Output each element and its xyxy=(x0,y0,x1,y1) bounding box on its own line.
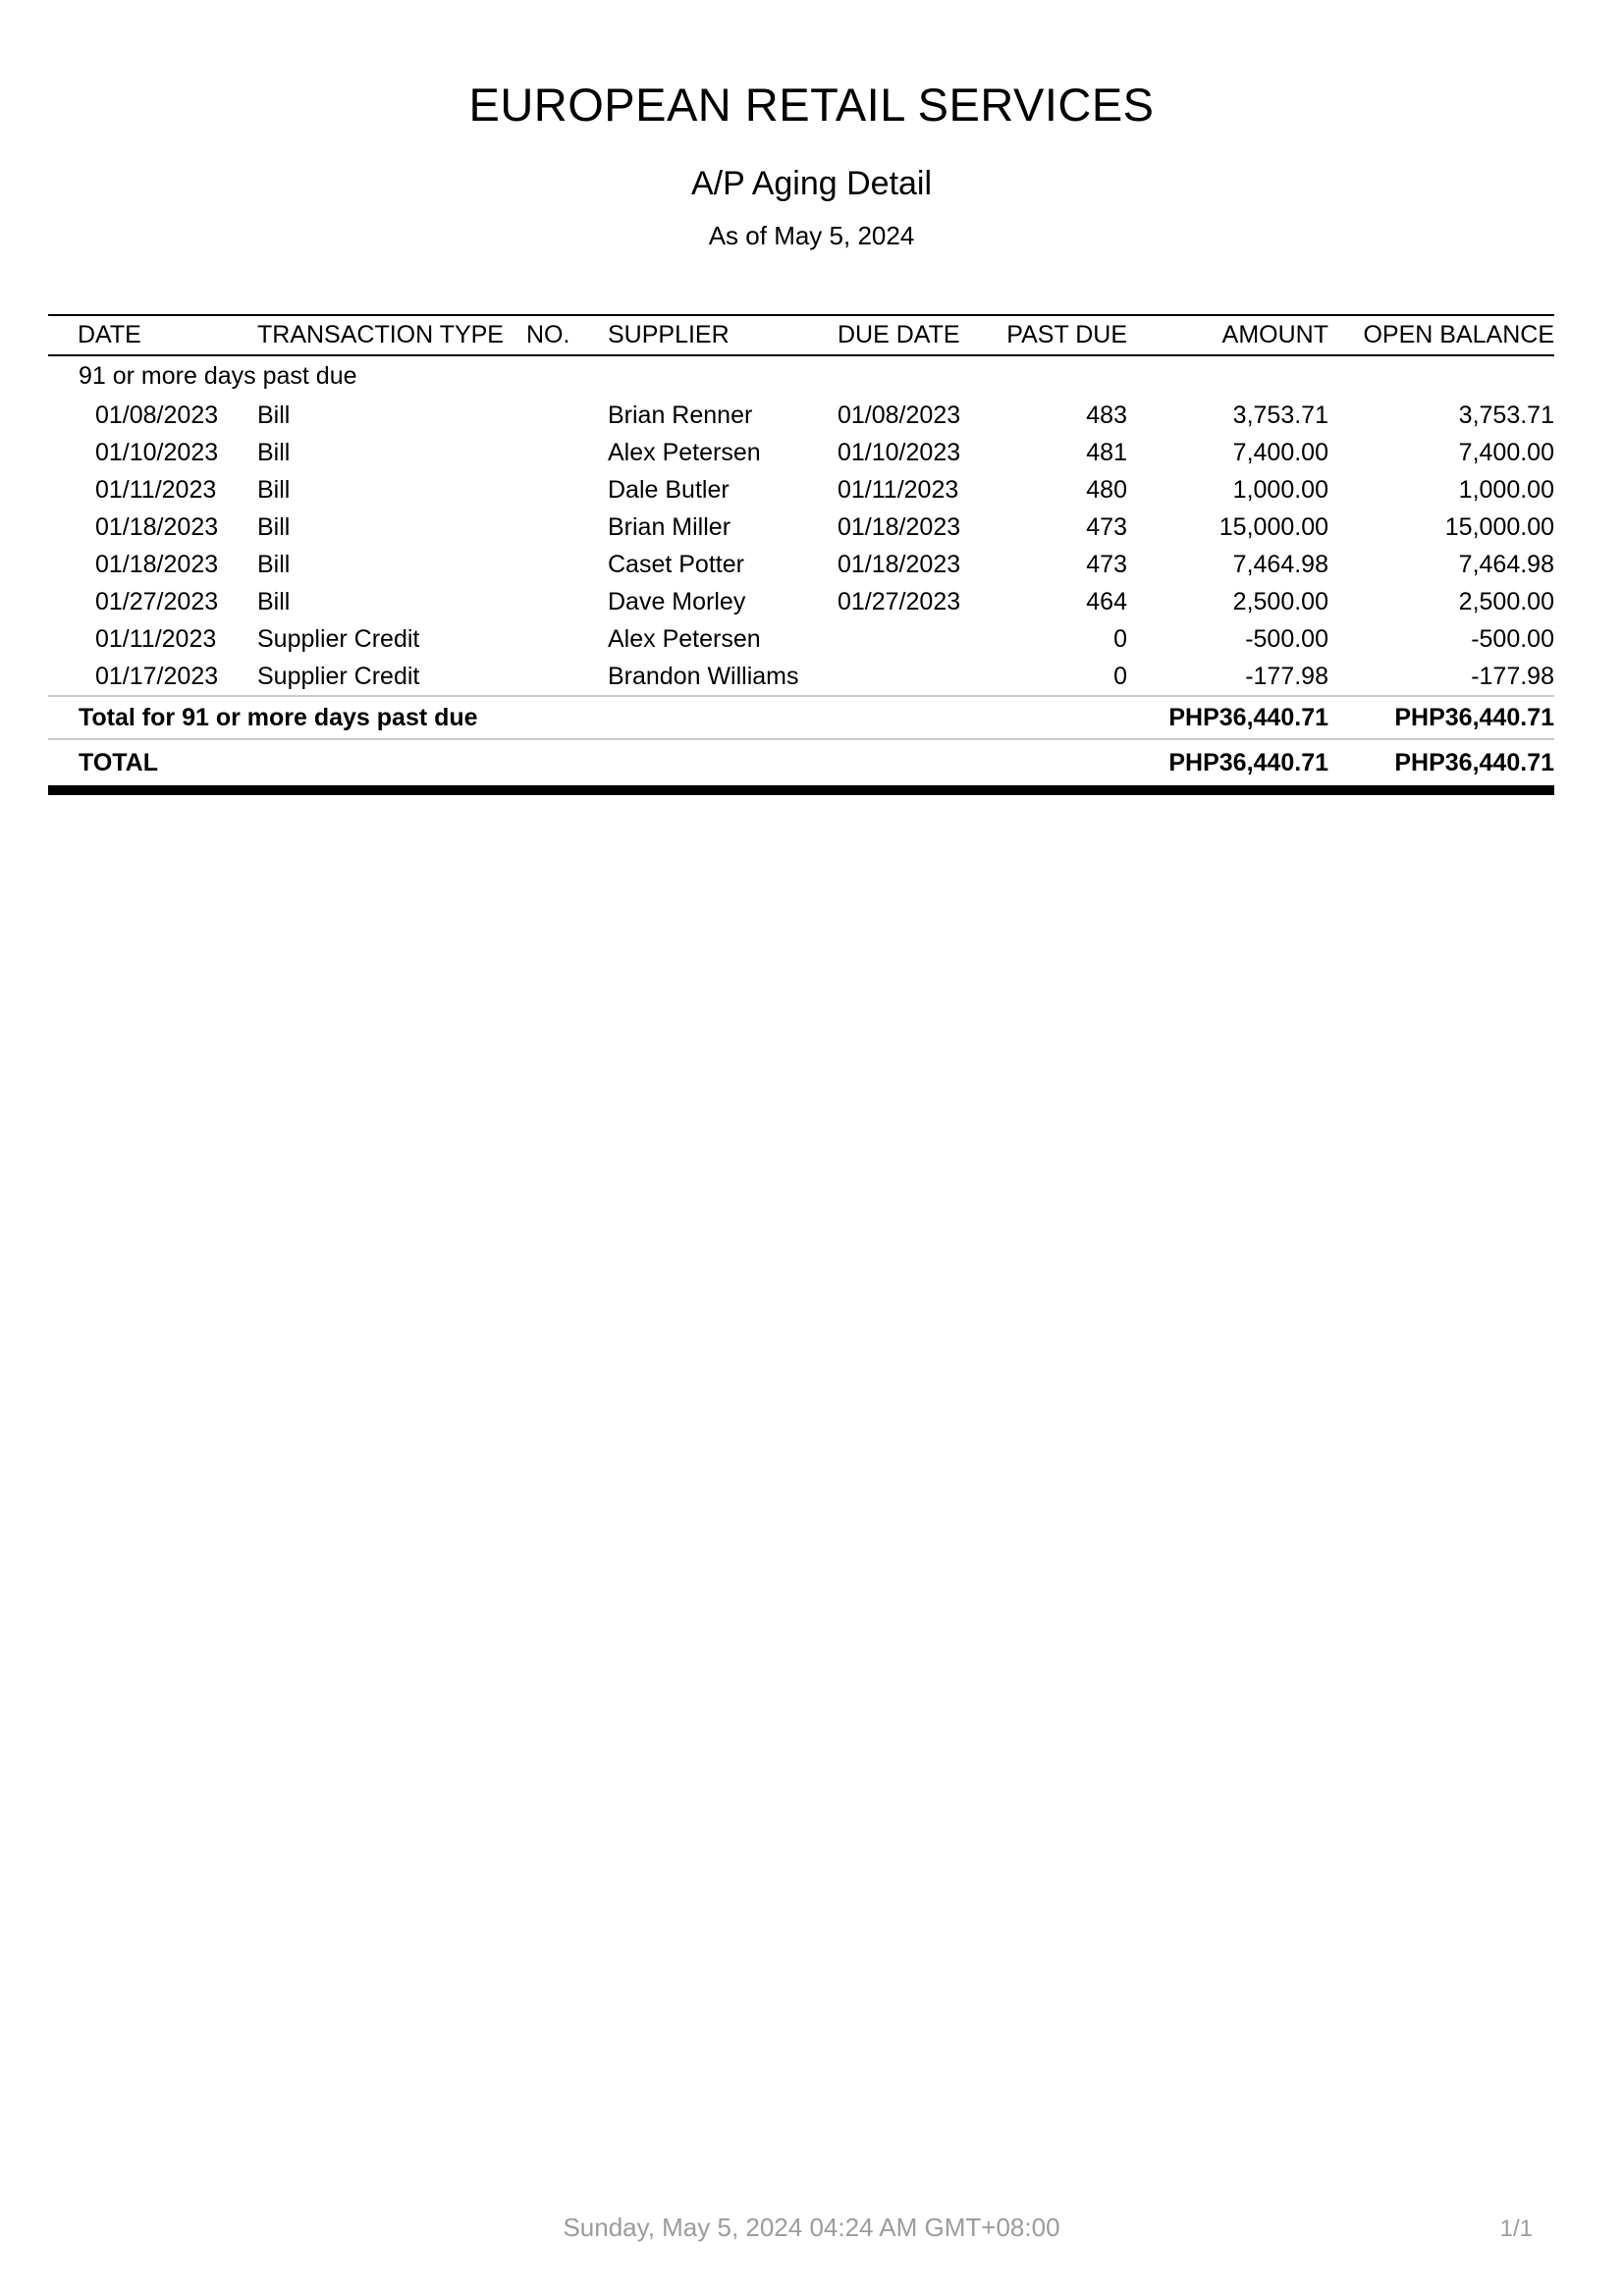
cell-supplier: Alex Petersen xyxy=(608,438,761,466)
cell-open-balance: 1,000.00 xyxy=(1458,475,1554,504)
report-header xyxy=(0,0,1623,248)
cell-supplier: Brian Miller xyxy=(608,512,731,541)
table-row xyxy=(48,508,1554,546)
table-row xyxy=(48,583,1554,620)
grand-total-amount: PHP36,440.71 xyxy=(1168,748,1328,776)
ap-aging-table xyxy=(48,314,1554,795)
cell-transaction-type: Bill xyxy=(257,512,291,541)
table-row xyxy=(48,658,1554,695)
table-row xyxy=(48,620,1554,658)
cell-open-balance: -500.00 xyxy=(1471,624,1554,653)
cell-past-due: 0 xyxy=(1113,662,1127,690)
section-total-row xyxy=(48,695,1554,738)
grand-total-row xyxy=(48,738,1554,785)
cell-due-date: 01/18/2023 xyxy=(838,512,961,541)
table-row xyxy=(48,434,1554,471)
column-header-no: NO. xyxy=(526,321,570,348)
cell-supplier: Caset Potter xyxy=(608,550,744,578)
cell-amount: 3,753.71 xyxy=(1232,400,1328,429)
cell-transaction-type: Bill xyxy=(257,400,291,429)
column-header-due-date: DUE DATE xyxy=(838,321,960,348)
cell-past-due: 483 xyxy=(1086,400,1127,429)
cell-past-due: 464 xyxy=(1086,587,1127,615)
cell-date: 01/18/2023 xyxy=(95,550,219,578)
cell-open-balance: 2,500.00 xyxy=(1458,587,1554,615)
section-total-open-balance: PHP36,440.71 xyxy=(1394,703,1554,731)
column-header-amount: AMOUNT xyxy=(1221,321,1328,348)
cell-date: 01/17/2023 xyxy=(95,662,219,690)
footer-timestamp: Sunday, May 5, 2024 04:24 AM GMT+08:00 xyxy=(563,2213,1060,2242)
cell-open-balance: 7,400.00 xyxy=(1458,438,1554,466)
cell-open-balance: -177.98 xyxy=(1471,662,1554,690)
cell-supplier: Brian Renner xyxy=(608,400,753,429)
cell-amount: 1,000.00 xyxy=(1232,475,1328,504)
column-header-transaction-type: TRANSACTION TYPE xyxy=(257,321,504,348)
cell-amount: 7,464.98 xyxy=(1232,550,1328,578)
cell-date: 01/18/2023 xyxy=(95,512,219,541)
cell-date: 01/11/2023 xyxy=(95,475,217,504)
cell-transaction-type: Bill xyxy=(257,475,291,504)
table-header-row xyxy=(48,314,1554,356)
table-body xyxy=(48,397,1554,695)
cell-amount: 15,000.00 xyxy=(1218,512,1328,541)
report-title: A/P Aging Detail xyxy=(690,165,933,202)
cell-due-date: 01/08/2023 xyxy=(838,400,961,429)
cell-due-date: 01/18/2023 xyxy=(838,550,961,578)
cell-open-balance: 7,464.98 xyxy=(1458,550,1554,578)
cell-transaction-type: Supplier Credit xyxy=(257,624,420,653)
cell-transaction-type: Bill xyxy=(257,550,291,578)
table-row xyxy=(48,397,1554,434)
cell-open-balance: 15,000.00 xyxy=(1444,512,1554,541)
cell-supplier: Dale Butler xyxy=(608,475,730,504)
cell-date: 01/08/2023 xyxy=(95,400,219,429)
table-row xyxy=(48,546,1554,583)
cell-transaction-type: Bill xyxy=(257,438,291,466)
column-header-past-due: PAST DUE xyxy=(1006,321,1127,348)
cell-due-date: 01/10/2023 xyxy=(838,438,961,466)
cell-due-date: 01/27/2023 xyxy=(838,587,961,615)
cell-supplier: Brandon Williams xyxy=(608,662,799,690)
grand-total-label: TOTAL xyxy=(79,748,159,776)
cell-transaction-type: Bill xyxy=(257,587,291,615)
section-total-amount: PHP36,440.71 xyxy=(1168,703,1328,731)
cell-date: 01/11/2023 xyxy=(95,624,217,653)
cell-supplier: Alex Petersen xyxy=(608,624,761,653)
cell-amount: -177.98 xyxy=(1245,662,1328,690)
company-name: EUROPEAN RETAIL SERVICES xyxy=(468,79,1155,131)
table-row xyxy=(48,471,1554,508)
cell-past-due: 481 xyxy=(1086,438,1127,466)
section-total-label: Total for 91 or more days past due xyxy=(79,703,478,731)
cell-past-due: 480 xyxy=(1086,475,1127,504)
cell-amount: 7,400.00 xyxy=(1232,438,1328,466)
column-header-open-balance: OPEN BALANCE xyxy=(1363,321,1554,348)
footer-page-number: 1/1 xyxy=(1499,2216,1533,2242)
cell-due-date: 01/11/2023 xyxy=(838,475,959,504)
grand-total-open-balance: PHP36,440.71 xyxy=(1394,748,1554,776)
cell-amount: 2,500.00 xyxy=(1232,587,1328,615)
cell-date: 01/27/2023 xyxy=(95,587,219,615)
cell-open-balance: 3,753.71 xyxy=(1458,400,1554,429)
cell-transaction-type: Supplier Credit xyxy=(257,662,420,690)
cell-supplier: Dave Morley xyxy=(608,587,746,615)
cell-amount: -500.00 xyxy=(1245,624,1328,653)
cell-past-due: 0 xyxy=(1113,624,1127,653)
column-header-supplier: SUPPLIER xyxy=(608,321,730,348)
cell-date: 01/10/2023 xyxy=(95,438,219,466)
table-bottom-rule xyxy=(48,785,1554,795)
cell-past-due: 473 xyxy=(1086,550,1127,578)
section-label: 91 or more days past due xyxy=(79,362,357,390)
cell-past-due: 473 xyxy=(1086,512,1127,541)
report-as-of-date: As of May 5, 2024 xyxy=(708,221,915,250)
column-header-date: DATE xyxy=(78,321,141,348)
